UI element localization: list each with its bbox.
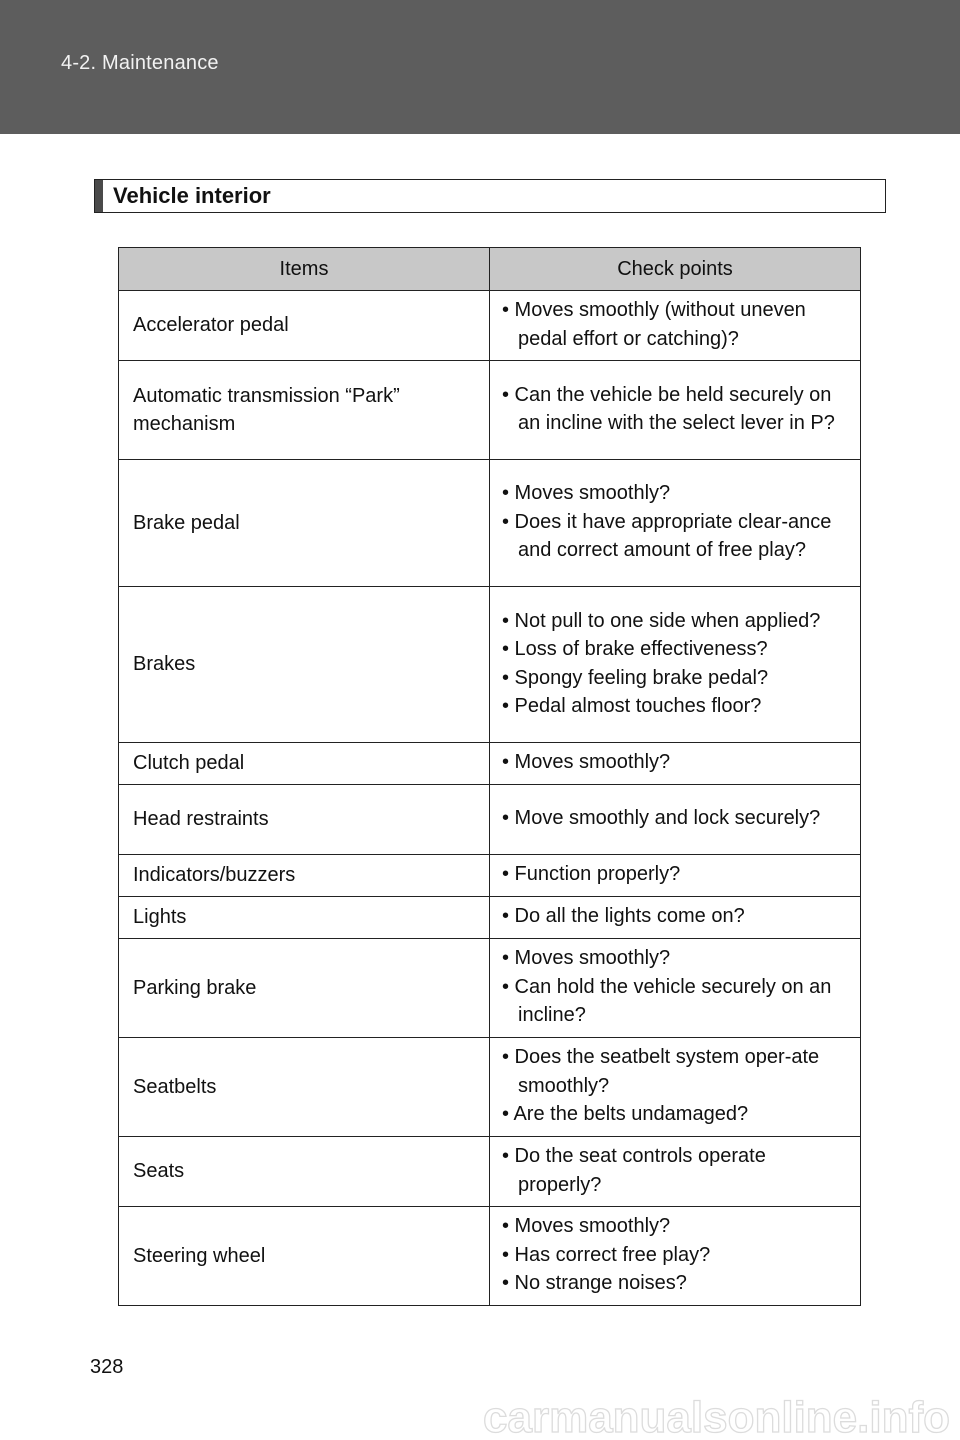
table-row — [119, 1137, 861, 1207]
item-name: Seats — [119, 1137, 490, 1207]
table-row — [119, 897, 861, 939]
check-points-cell — [490, 1207, 861, 1306]
page-header-band — [0, 0, 960, 134]
section-label: 4-2. Maintenance — [61, 52, 219, 74]
table-header-row — [119, 248, 861, 291]
table-row — [119, 1038, 861, 1137]
check-points-cell — [490, 361, 861, 460]
table-row — [119, 1207, 861, 1306]
table-row — [119, 785, 861, 855]
check-points-cell — [490, 1038, 861, 1137]
check-point: • Pedal almost touches floor? — [502, 695, 762, 717]
check-point: • Has correct free play? — [502, 1243, 711, 1266]
check-points-cell — [490, 939, 861, 1038]
page-number: 328 — [90, 1356, 124, 1378]
check-point: • Does the seatbelt system oper-ate smoothly? — [502, 1046, 820, 1097]
check-point: • Moves smoothly? — [502, 751, 671, 774]
check-points-cell — [490, 855, 861, 897]
check-points-cell — [490, 291, 861, 361]
check-point: • Moves smoothly (without uneven pedal effort or catching)? — [502, 299, 806, 350]
table-row — [119, 587, 861, 743]
table-row — [119, 460, 861, 587]
table-row — [119, 291, 861, 361]
check-point: • No strange noises? — [502, 1272, 687, 1295]
check-point: • Not pull to one side when applied? — [502, 609, 821, 632]
heading-text: Vehicle interior — [113, 183, 271, 208]
check-points-cell — [490, 587, 861, 743]
check-points-cell — [490, 743, 861, 785]
item-name: Brake pedal — [119, 460, 490, 587]
table-row — [119, 939, 861, 1038]
table-row — [119, 361, 861, 460]
check-point: • Moves smoothly? — [502, 947, 671, 970]
item-name: Automatic transmission “Park” mechanism — [119, 361, 490, 460]
check-point: • Can the vehicle be held securely on an incline with the select lever in P? — [502, 383, 835, 434]
check-point: • Does it have appropriate clear-ance and correct amount of free play? — [502, 510, 832, 562]
check-point: • Do all the lights come on? — [502, 905, 745, 928]
check-point: • Are the belts undamaged? — [502, 1103, 749, 1126]
item-name: Steering wheel — [119, 1207, 490, 1306]
item-name: Indicators/buzzers — [119, 855, 490, 897]
item-name: Parking brake — [119, 939, 490, 1038]
check-points-cell — [490, 460, 861, 587]
item-name: Accelerator pedal — [119, 291, 490, 361]
heading-accent-bar — [95, 180, 103, 212]
check-points-cell — [490, 897, 861, 939]
check-point: • Function properly? — [502, 863, 681, 886]
table-row — [119, 743, 861, 785]
watermark-text: carmanualsonline.info — [483, 1393, 950, 1440]
column-header-items: Items — [119, 248, 490, 291]
check-point: • Can hold the vehicle securely on an incline? — [502, 975, 832, 1027]
check-point: • Move smoothly and lock securely? — [502, 807, 821, 830]
item-name: Seatbelts — [119, 1038, 490, 1137]
check-point: • Do the seat controls operate properly? — [502, 1145, 766, 1196]
check-point: • Spongy feeling brake pedal? — [502, 666, 769, 689]
column-header-check-points: Check points — [490, 248, 861, 291]
check-point: • Moves smoothly? — [502, 482, 671, 505]
check-point: • Moves smoothly? — [502, 1215, 671, 1238]
table-row — [119, 855, 861, 897]
item-name: Head restraints — [119, 785, 490, 855]
item-name: Lights — [119, 897, 490, 939]
inspection-table — [118, 247, 861, 1306]
check-points-cell — [490, 785, 861, 855]
check-point: • Loss of brake effectiveness? — [502, 638, 768, 660]
check-points-cell — [490, 1137, 861, 1207]
item-name: Brakes — [119, 587, 490, 743]
item-name: Clutch pedal — [119, 743, 490, 785]
section-heading — [94, 179, 886, 213]
